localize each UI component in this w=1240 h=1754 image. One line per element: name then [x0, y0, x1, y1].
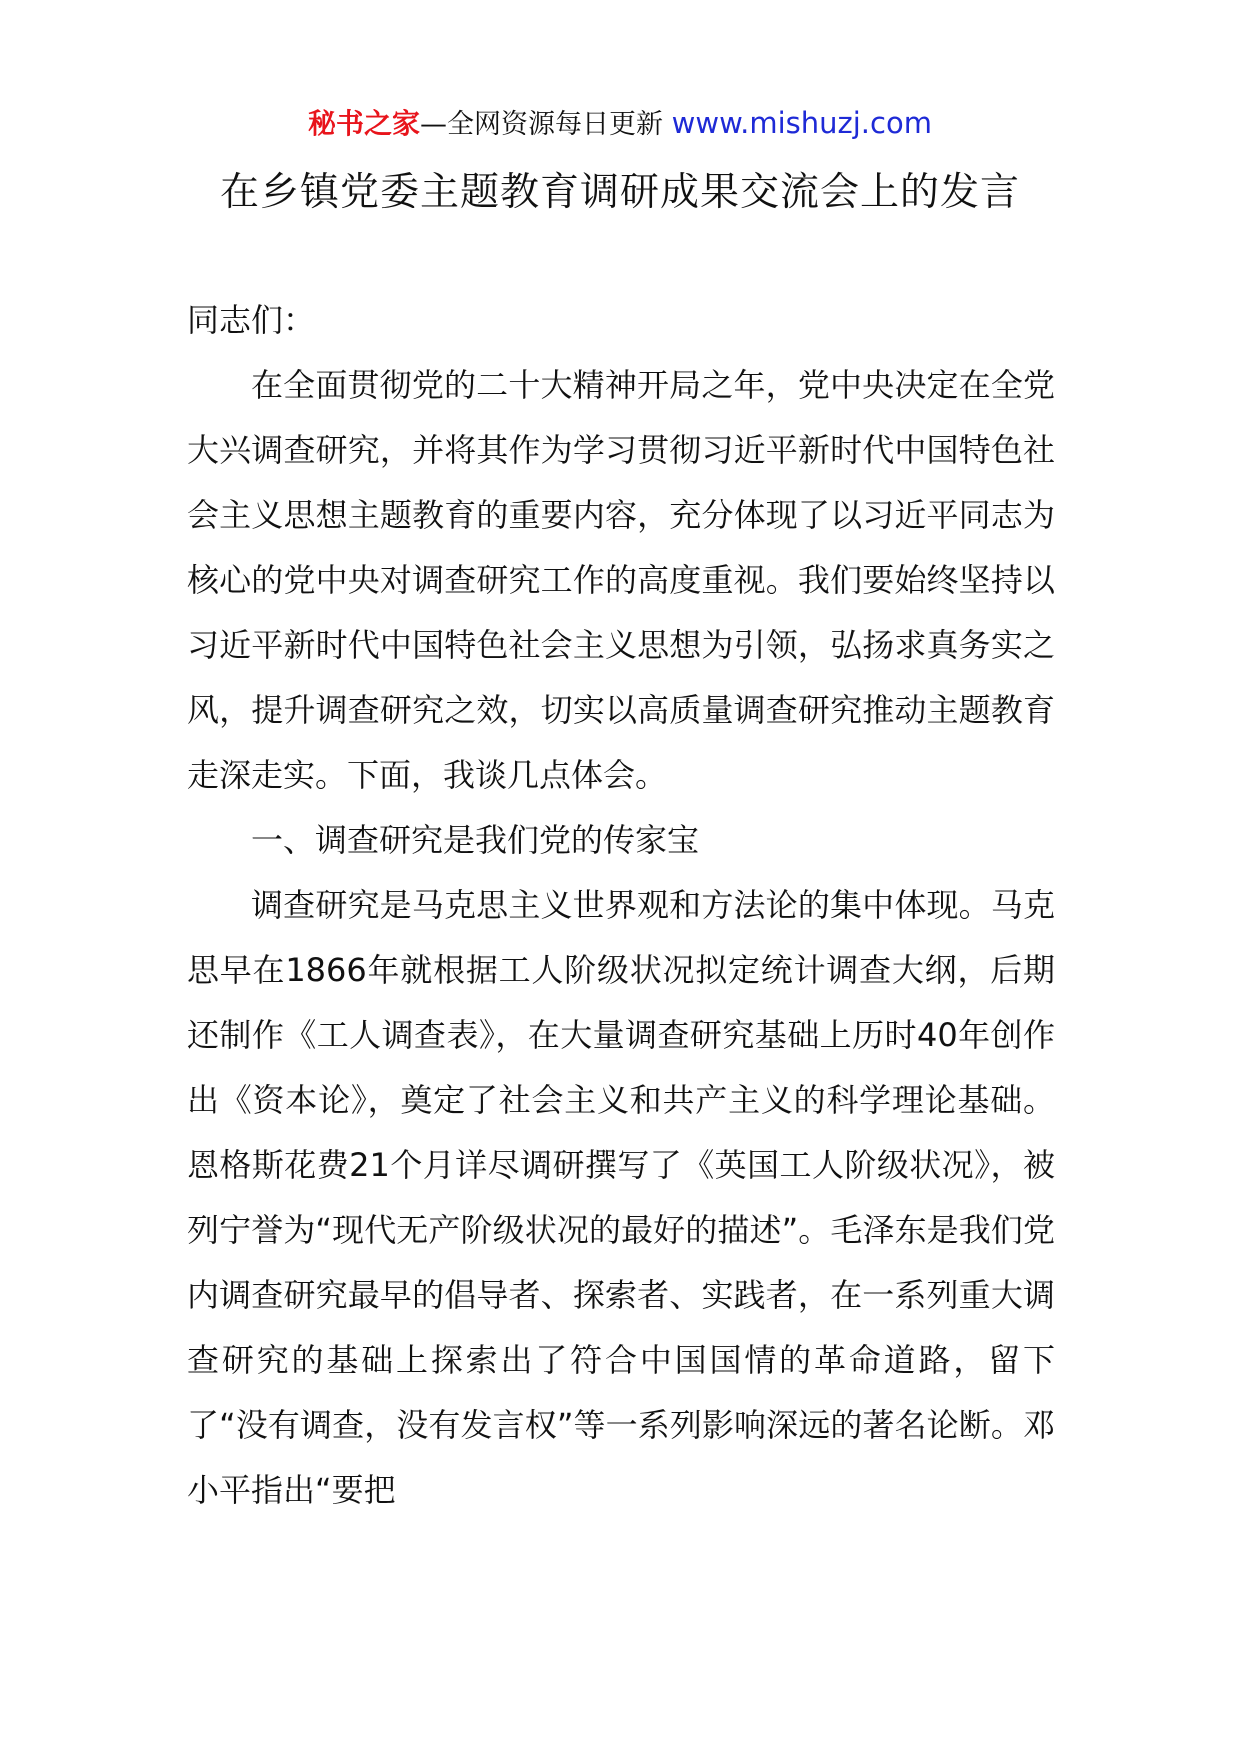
site-url-link[interactable]: www.mishuzj.com [671, 106, 932, 140]
site-header [0, 103, 1240, 145]
site-tagline: —全网资源每日更新 [420, 109, 664, 140]
section-heading-1: 一、调查研究是我们党的传家宝 [251, 821, 700, 859]
document-title: 在乡镇党委主题教育调研成果交流会上的发言 [219, 170, 1020, 215]
paragraph-intro: 在全面贯彻党的二十大精神开局之年，党中央决定在全党大兴调查研究，并将其作为学习贯彻习近平新时代中国特色社会主义思想主题教育的重要内容，充分体现了以习近平同志为核心的党中央对调查研究工作的高度重视。我们要始终坚持以习近平新时代中国特色社会主义思想为引领，弘扬求真务实之风，提升调查研究之效，切实以高质量调查研究推动主题教育走深走实。下面，我谈几点体会。 [187, 366, 1055, 794]
site-brand: 秘书之家 [308, 107, 421, 140]
document-body [187, 288, 1055, 1523]
salutation: 同志们： [187, 301, 316, 339]
paragraph-section-1: 调查研究是马克思主义世界观和方法论的集中体现。马克思早在1866年就根据工人阶级状况拟定统计调查大纲，后期还制作《工人调查表》，在大量调查研究基础上历时40年创作出《资本论》，奠定了社会主义和共产主义的科学理论基础。恩格斯花费21个月详尽调研撰写了《英国工人阶级状况》，被列宁誉为“现代无产阶级状况的最好的描述”。毛泽东是我们党内调查研究最早的倡导者、探索者、实践者，在一系列重大调查研究的基础上探索出了符合中国国情的革命道路，留下了“没有调查，没有发言权”等一系列影响深远的著名论断。邓小平指出“要把 [187, 886, 1055, 1509]
